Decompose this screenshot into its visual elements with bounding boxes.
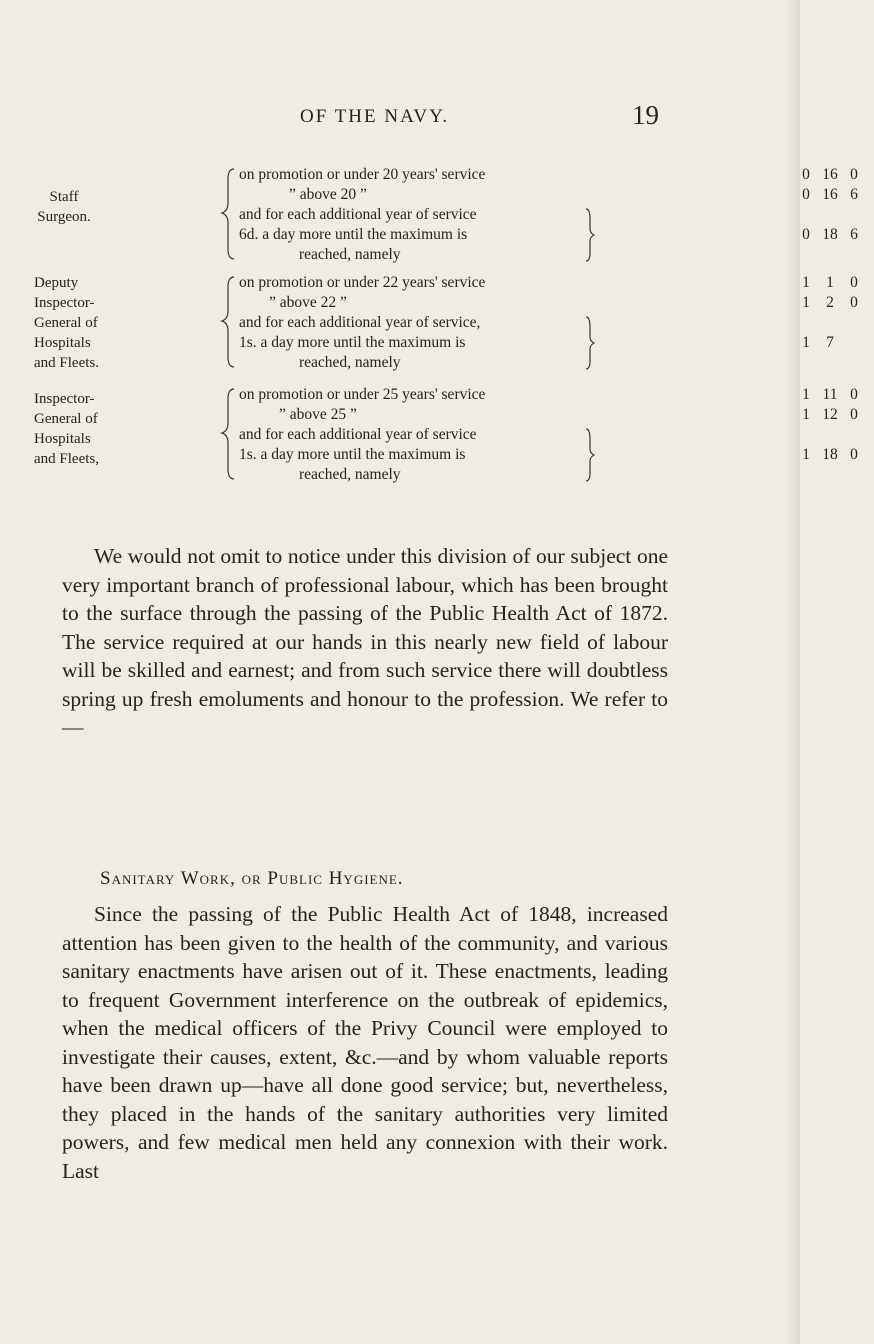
- pay-condition: ” above 25 ”: [279, 406, 357, 423]
- pay-amount: 0 18 6: [802, 226, 858, 243]
- pay-condition: 1s. a day more until the maximum is: [239, 334, 466, 351]
- pay-condition: ” above 22 ”: [269, 294, 347, 311]
- pay-condition: 1s. a day more until the maximum is: [239, 446, 466, 463]
- pay-amount: 1 18 0: [802, 446, 858, 463]
- section-heading: Sanitary Work, or Public Hygiene.: [100, 868, 404, 889]
- page-number: 19: [632, 100, 659, 130]
- paragraph-public-health: [62, 900, 668, 1185]
- pay-condition: and for each additional year of service,: [239, 314, 481, 331]
- rank-label: Inspector- General of Hospitals and Fleets,: [34, 391, 99, 467]
- pay-amount: 1 11 0: [802, 386, 858, 403]
- pay-condition: ” above 20 ”: [289, 186, 367, 203]
- pay-amount: 1 12 0: [802, 406, 858, 423]
- pay-condition: 6d. a day more until the maximum is: [239, 226, 468, 243]
- pay-condition: reached, namely: [299, 466, 401, 483]
- paragraph-professional-labour: [62, 542, 668, 742]
- pay-condition: and for each additional year of service: [239, 206, 477, 223]
- rank-label: Deputy Inspector- General of Hospitals and Fleets.: [34, 275, 99, 371]
- pay-amount: 1 7: [802, 334, 834, 351]
- rank-label: Staff Surgeon.: [37, 189, 91, 225]
- brace-lines: [34, 165, 674, 505]
- pay-amount: 1 1 0: [802, 274, 858, 291]
- pay-condition: and for each additional year of service: [239, 426, 477, 443]
- pay-condition: on promotion or under 22 years' service: [239, 274, 486, 291]
- pay-condition: reached, namely: [299, 246, 401, 263]
- paragraph-text: We would not omit to notice under this division of our subject one very important branch of professional labour, which has been brought to the surface through the passing of the Public Health Act of 1872. The service required at our hands in this nearly new field of labour will be skilled and earnest; and from such service there will doubtless spring up fresh emoluments and honour to the profession. We refer to—: [62, 544, 668, 739]
- pay-amount: 0 16 0: [802, 166, 858, 183]
- pay-condition: on promotion or under 25 years' service: [239, 386, 486, 403]
- pay-condition: on promotion or under 20 years' service: [239, 166, 486, 183]
- page-header: [0, 100, 800, 140]
- pay-amount: 0 16 6: [802, 186, 858, 203]
- pay-condition: reached, namely: [299, 354, 401, 371]
- paragraph-text: Since the passing of the Public Health Act of 1848, increased attention has been given to the health of the community, and various sanitary enactments have arisen out of it. These enactments, leading to frequent Government interference on the outbreak of epidemics, when the medical officers of the Privy Council were employed to investigate their causes, extent, &c.—and by whom valuable reports have been drawn up—have all done good service; but, nevertheless, they placed in the hands of the sanitary authorities very limited powers, and few medical men held any connexion with their work. Last: [62, 902, 668, 1183]
- running-title: OF THE NAVY.: [300, 106, 450, 127]
- pay-amount: 1 2 0: [802, 294, 858, 311]
